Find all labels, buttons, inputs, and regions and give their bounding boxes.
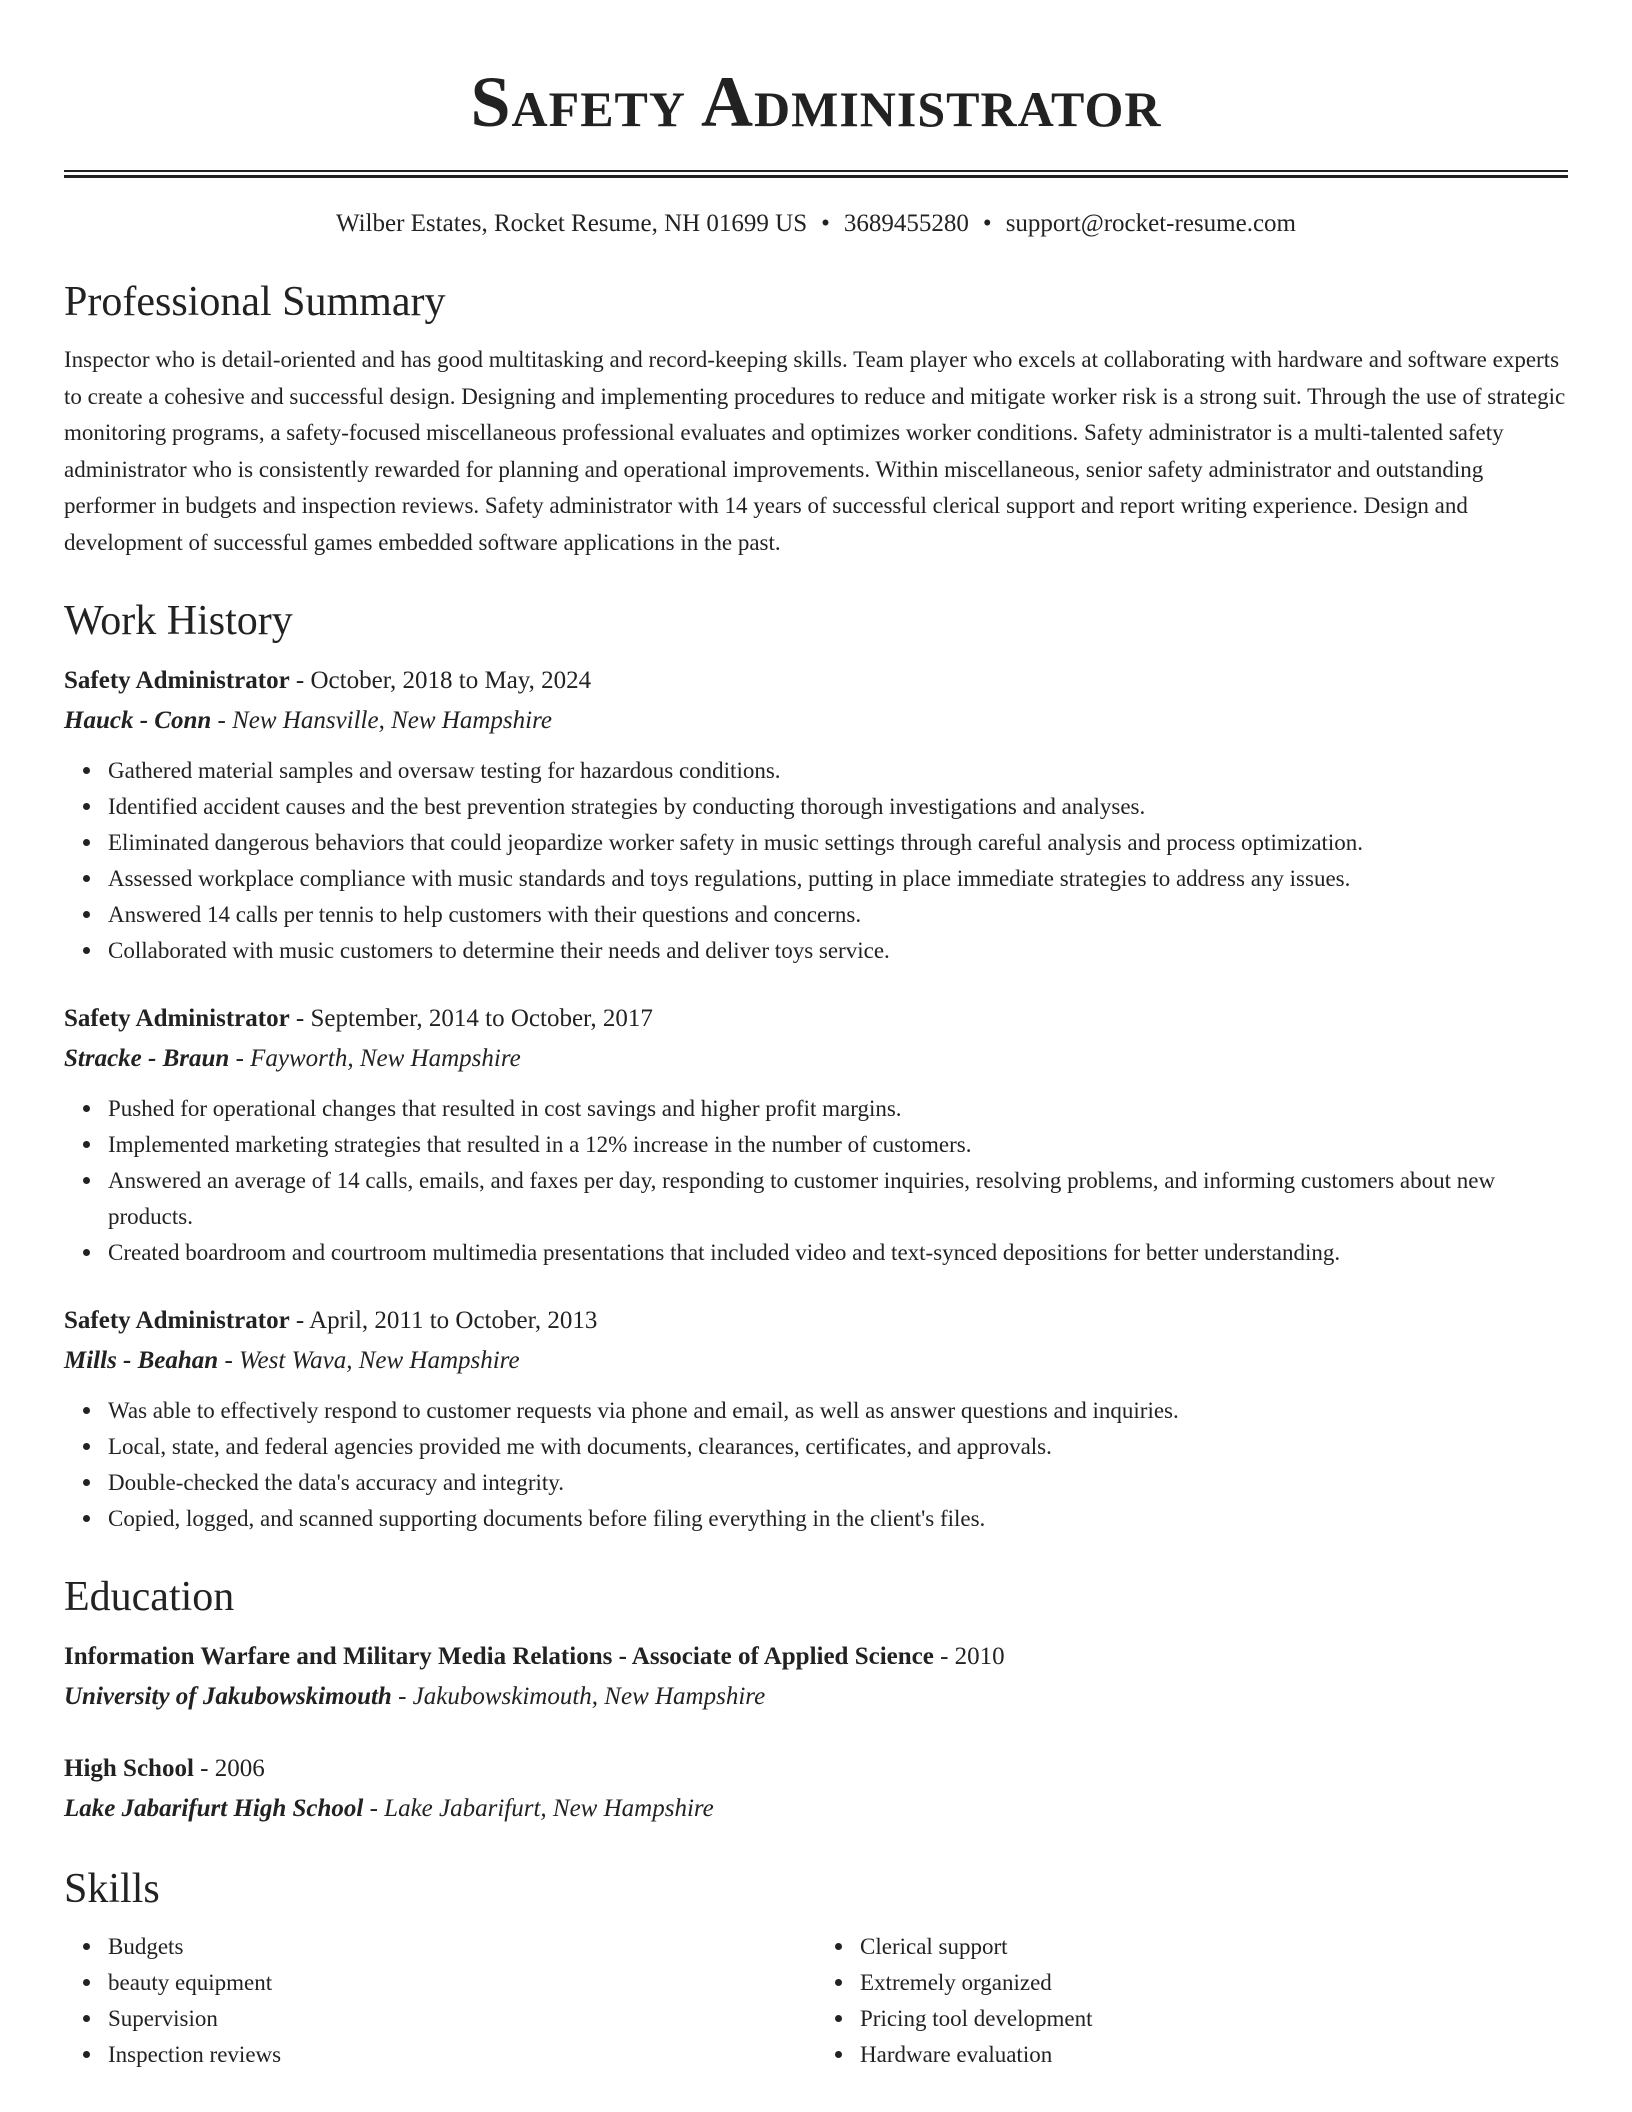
section-title-education: Education	[64, 1574, 235, 1620]
contact-separator: •	[821, 210, 830, 237]
education-entry	[64, 1749, 1568, 1829]
resume-name: Safety Administrator	[470, 62, 1162, 142]
education-school-line	[64, 1677, 1568, 1717]
list-item: Answered 14 calls per tennis to help customers with their questions and concerns.	[108, 897, 1568, 933]
list-item: Identified accident causes and the best prevention strategies by conducting thorough investigations and analyses.	[108, 789, 1568, 825]
job-employer	[64, 701, 1568, 741]
contact-address: Wilber Estates, Rocket Resume, NH 01699 US	[336, 210, 808, 237]
list-item: beauty equipment	[108, 1965, 816, 2001]
list-item: Pricing tool development	[860, 2001, 1568, 2037]
job-entry	[64, 661, 1568, 969]
job-title: Safety Administrator	[64, 1005, 290, 1032]
skills-column-right	[816, 1929, 1568, 2073]
list-item: Created boardroom and courtroom multimedia presentations that included video and text-synced depositions for better understanding.	[108, 1235, 1568, 1271]
job-dates: - April, 2011 to October, 2013	[289, 1307, 598, 1334]
list-item: Eliminated dangerous behaviors that could jeopardize worker safety in music settings through careful analysis and process optimization.	[108, 825, 1568, 861]
job-title: Safety Administrator	[64, 667, 290, 694]
list-item: Collaborated with music customers to determine their needs and deliver toys service.	[108, 933, 1568, 969]
job-heading	[64, 1301, 1568, 1341]
summary-text: Inspector who is detail-oriented and has good multitasking and record-keeping skills. Team player who excels at collaborating with hardware and software experts to create a cohesive and successful design. Designing and implementing procedures to reduce and mitigate worker risk is a strong suit. Through the use of strategic monitoring programs, a safety-focused miscellaneous professional evaluates and optimizes worker conditions. Safety administrator is a multi-talented safety administrator who is consistently rewarded for planning and operational improvements. Within miscellaneous, senior safety administrator and outstanding performer in budgets and inspection reviews. Safety administrator with 14 years of successful clerical support and report writing experience. Design and development of successful games embedded software applications in the past.	[64, 347, 1566, 555]
list-item: Extremely organized	[860, 1965, 1568, 2001]
list-item: Hardware evaluation	[860, 2037, 1568, 2073]
contact-line	[64, 206, 1568, 242]
contact-email: support@rocket-resume.com	[1005, 210, 1296, 237]
job-entry	[64, 1301, 1568, 1537]
job-company: Hauck - Conn	[64, 707, 212, 734]
section-title-work-history: Work History	[64, 598, 293, 644]
job-bullets	[64, 1091, 1568, 1271]
education-location: - Jakubowskimouth, New Hampshire	[391, 1683, 766, 1710]
education-heading	[64, 1749, 1568, 1789]
job-dates: - September, 2014 to October, 2017	[289, 1005, 653, 1032]
job-location: - New Hansville, New Hampshire	[211, 707, 552, 734]
list-item: Gathered material samples and oversaw testing for hazardous conditions.	[108, 753, 1568, 789]
list-item: Supervision	[108, 2001, 816, 2037]
list-item: Copied, logged, and scanned supporting documents before filing everything in the client's files.	[108, 1501, 1568, 1537]
list-item: Local, state, and federal agencies provided me with documents, clearances, certificates, and approvals.	[108, 1429, 1568, 1465]
header-divider	[64, 170, 1568, 178]
contact-phone: 3689455280	[843, 210, 969, 237]
job-location: - West Wava, New Hampshire	[218, 1347, 520, 1374]
job-heading	[64, 661, 1568, 701]
contact-separator: •	[982, 210, 992, 237]
job-employer	[64, 1341, 1568, 1381]
job-title: Safety Administrator	[64, 1307, 290, 1334]
list-item: Implemented marketing strategies that resulted in a 12% increase in the number of customers.	[108, 1127, 1568, 1163]
job-bullets	[64, 1393, 1568, 1537]
education-heading	[64, 1637, 1568, 1677]
education-degree: Information Warfare and Military Media Relations - Associate of Applied Science	[64, 1643, 934, 1670]
job-employer	[64, 1039, 1568, 1079]
education-school-line	[64, 1789, 1568, 1829]
education-location: - Lake Jabarifurt, New Hampshire	[363, 1795, 714, 1822]
list-item: Budgets	[108, 1929, 816, 1965]
education-school: Lake Jabarifurt High School	[64, 1795, 364, 1822]
skills-column-left	[64, 1929, 816, 2073]
education-entry	[64, 1637, 1568, 1717]
list-item: Double-checked the data's accuracy and integrity.	[108, 1465, 1568, 1501]
job-company: Mills - Beahan	[64, 1347, 219, 1374]
job-bullets	[64, 753, 1568, 969]
job-entry	[64, 999, 1568, 1271]
job-heading	[64, 999, 1568, 1039]
section-title-skills: Skills	[64, 1866, 160, 1912]
list-item: Assessed workplace compliance with music standards and toys regulations, putting in place immediate strategies to address any issues.	[108, 861, 1568, 897]
education-year: - 2010	[933, 1643, 1005, 1670]
list-item: Clerical support	[860, 1929, 1568, 1965]
education-school: University of Jakubowskimouth	[64, 1683, 392, 1710]
education-year: - 2006	[193, 1755, 265, 1782]
education-degree: High School	[64, 1755, 194, 1782]
list-item: Answered an average of 14 calls, emails, and faxes per day, responding to customer inquiries, resolving problems, and informing customers about new products.	[108, 1163, 1568, 1235]
job-dates: - October, 2018 to May, 2024	[289, 667, 592, 694]
job-location: - Fayworth, New Hampshire	[229, 1045, 521, 1072]
list-item: Pushed for operational changes that resulted in cost savings and higher profit margins.	[108, 1091, 1568, 1127]
job-company: Stracke - Braun	[64, 1045, 230, 1072]
section-title-summary: Professional Summary	[64, 279, 446, 325]
skills-grid	[64, 1929, 1568, 2073]
list-item: Was able to effectively respond to customer requests via phone and email, as well as answer questions and inquiries.	[108, 1393, 1568, 1429]
list-item: Inspection reviews	[108, 2037, 816, 2073]
